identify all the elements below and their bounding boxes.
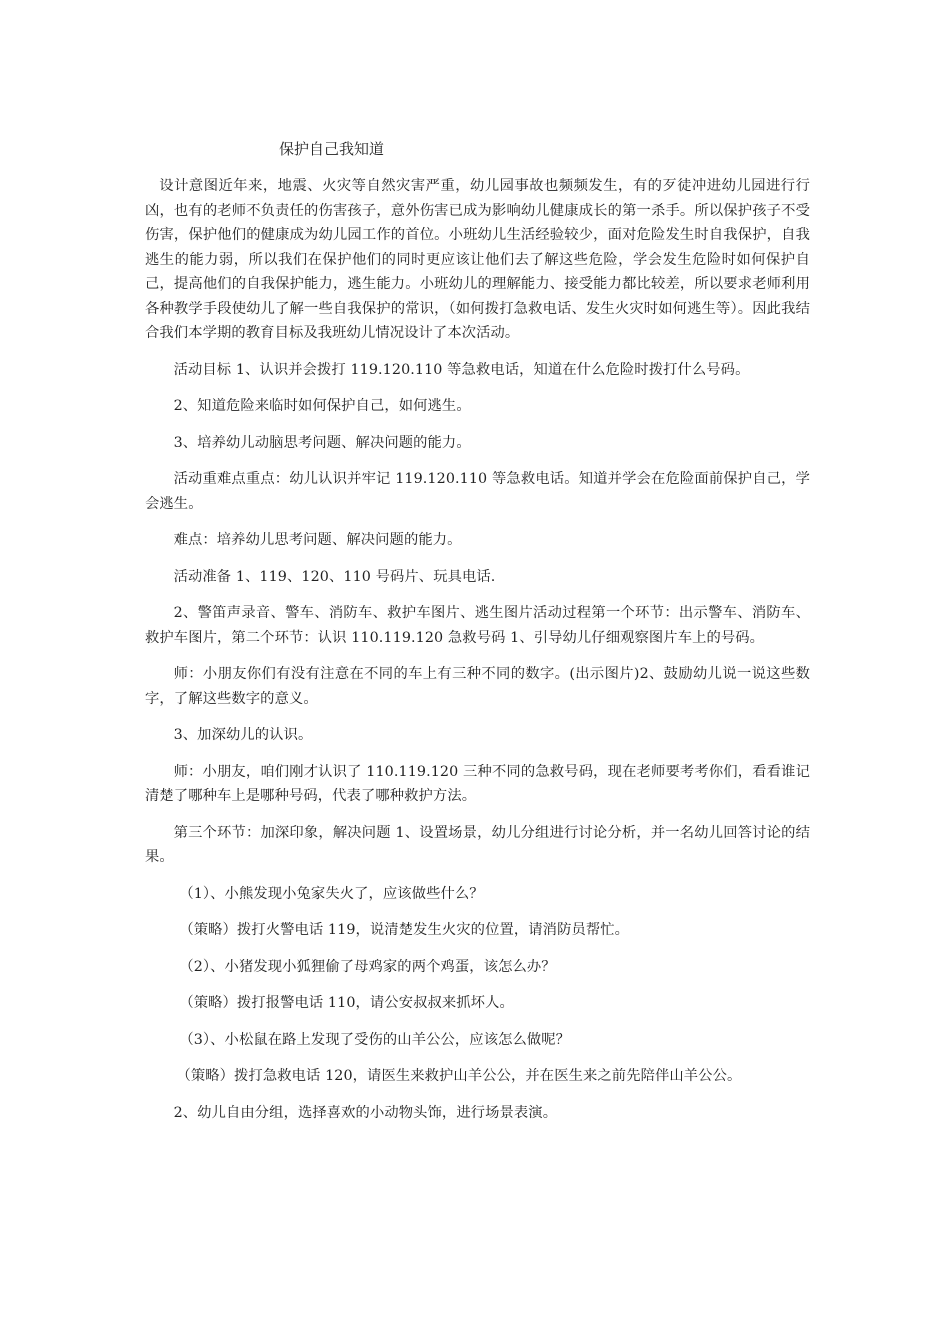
paragraph-preparation-1: 活动准备 1、119、120、110 号码片、玩具电话. — [173, 568, 496, 585]
paragraph-strategy-3: （策略）拨打急救电话 120，请医生来救护山羊公公，并在医生来之前先陪伴山羊公公。 — [176, 1068, 742, 1084]
paragraph-teacher-1: 师：小朋友你们有没有注意在不同的车上有三种不同的数字。(出示图片)2、鼓励幼儿说一说这些数字，了解这些数字的意义。 — [145, 666, 810, 707]
paragraph-teacher-2: 师：小朋友，咱们刚才认识了 110.119.120 三种不同的急救号码，现在老师要考考你们，看看谁记清楚了哪种车上是哪种号码，代表了哪种救护方法。 — [145, 763, 810, 804]
paragraph-goal-2: 2、知道危险来临时如何保护自己，如何逃生。 — [173, 398, 471, 414]
paragraph-strategy-2: （策略）拨打报警电话 110，请公安叔叔来抓坏人。 — [179, 995, 514, 1011]
paragraph-strategy-1: （策略）拨打火警电话 119，说清楚发生火灾的位置，请消防员帮忙。 — [179, 922, 630, 938]
paragraph-design-intent: 设计意图近年来，地震、火灾等自然灾害严重，幼儿园事故也频频发生，有的歹徒冲进幼儿园进行行凶，也有的老师不负责任的伤害孩子，意外伤害已成为影响幼儿健康成长的第一杀手。所以保护孩子不受伤害，保护他们的健康成为幼儿园工作的首位。小班幼儿生活经验较少，面对危险发生时自我保护，自我逃生的能力弱，所以我们在保护他们的同时更应该让他们去了解这些危险，学会发生危险时如何保护自己，提高他们的自我保护能力，逃生能力。小班幼儿的理解能力、接受能力都比较差，所以要求老师利用各种教学手段使幼儿了解一些自我保护的常识，（如何拨打急救电话、发生火灾时如何逃生等）。因此我结合我们本学期的教育目标及我班幼儿情况设计了本次活动。 — [145, 178, 810, 341]
paragraph-difficulty: 难点：培养幼儿思考问题、解决问题的能力。 — [173, 532, 462, 548]
document-body — [145, 174, 810, 1137]
paragraph-scenario-2: （2）、小猪发现小狐狸偷了母鸡家的两个鸡蛋，该怎么办？ — [179, 958, 556, 975]
paragraph-deepen: 3、加深幼儿的认识。 — [173, 727, 313, 743]
document-title: 保护自己我知道 — [279, 140, 385, 158]
paragraph-preparation-2: 2、警笛声录音、警车、消防车、救护车图片、逃生图片活动过程第一个环节：出示警车、消防车、救护车图片，第二个环节：认识 110.119.120 急救号码 1、引导幼儿仔细观察图片车上的号码。 — [145, 605, 810, 646]
paragraph-scenario-1: （1）、小熊发现小兔家失火了，应该做些什么？ — [179, 885, 484, 902]
paragraph-key-points: 活动重难点重点：幼儿认识并牢记 119.120.110 等急救电话。知道并学会在危险面前保护自己，学会逃生。 — [145, 471, 810, 512]
paragraph-free-grouping: 2、幼儿自由分组，选择喜欢的小动物头饰，进行场景表演。 — [173, 1104, 558, 1121]
paragraph-scenario-3: （3）、小松鼠在路上发现了受伤的山羊公公，应该怎么做呢？ — [179, 1031, 571, 1048]
paragraph-goal-1: 活动目标 1、认识并会拨打 119.120.110 等急救电话，知道在什么危险时拨打什么号码。 — [173, 361, 750, 378]
paragraph-third-stage: 第三个环节：加深印象，解决问题 1、设置场景，幼儿分组进行讨论分析，并一名幼儿回答讨论的结果。 — [145, 824, 810, 865]
paragraph-goal-3: 3、培养幼儿动脑思考问题、解决问题的能力。 — [173, 434, 471, 451]
